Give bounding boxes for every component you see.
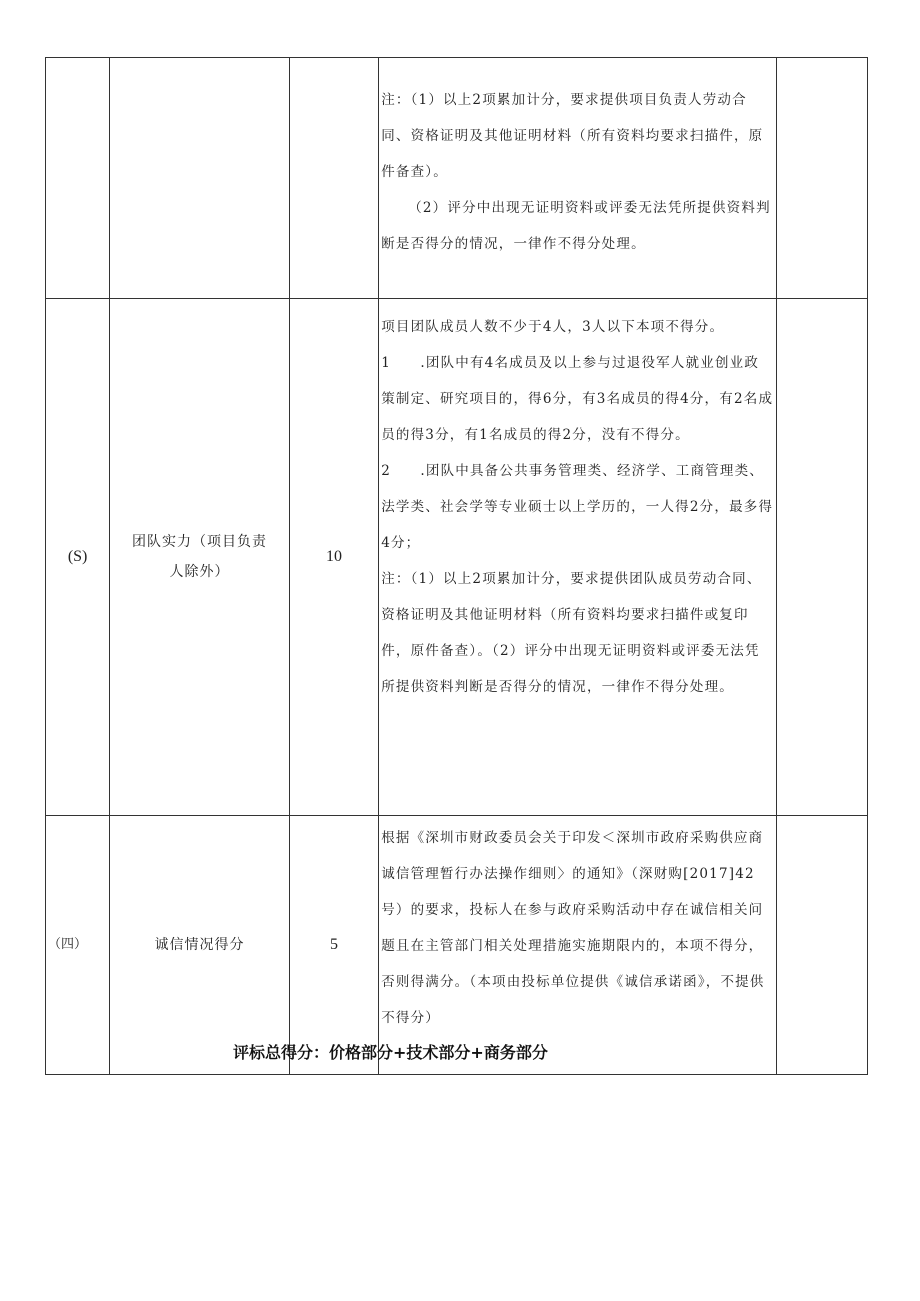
remark-cell: [776, 299, 867, 816]
detail-paragraph: 1 .团队中有4名成员及以上参与过退役军人就业创业政策制定、研究项目的，得6分，有3名成员的得4分，有2名成员的得3分，有1名成员的得2分，没有不得分。: [381, 355, 774, 443]
detail-paragraph: 根据《深圳市财政委员会关于印发＜深圳市政府采购供应商诚信管理暂行办法操作细则〉的通知》（深财购[2017]42号）的要求，投标人在参与政府采购活动中存在诚信相关问题且在主管部门相关处理措施实施期限内的，本项不得分，否则得满分。（本项由投标单位提供《诚信承诺函》，不提供不得分）: [381, 830, 765, 1026]
item-name: 团队实力（项目负责人除外）: [110, 299, 290, 816]
item-score: 5: [289, 816, 378, 1075]
remark-cell: [776, 816, 867, 1075]
detail-paragraph: 注：（1）以上2项累加计分，要求提供团队成员劳动合同、资格证明及其他证明材料（所有资料均要求扫描件或复印件，原件备查）。（2）评分中出现无证明资料或评委无法凭所提供资料判断是否得分的情况，一律作不得分处理。: [381, 571, 762, 695]
remark-cell: [776, 58, 867, 299]
row-number: (S): [46, 299, 110, 816]
table-row: [46, 299, 868, 816]
row-number: （四）: [46, 816, 110, 1075]
item-detail: [379, 299, 776, 816]
detail-paragraph: 2 .团队中具备公共事务管理类、经济学、工商管理类、法学类、社会学等专业硕士以上学历的，一人得2分，最多得4分；: [381, 463, 774, 551]
table-row: [46, 816, 868, 1075]
item-score: 10: [289, 299, 378, 816]
table-row: [46, 58, 868, 299]
scoring-table: [45, 57, 868, 1075]
item-name: [110, 58, 290, 299]
detail-paragraph: （2）评分中出现无证明资料或评委无法凭所提供资料判断是否得分的情况，一律作不得分处理。: [381, 200, 771, 252]
item-detail: [379, 816, 776, 1075]
detail-paragraph: 注：（1）以上2项累加计分，要求提供项目负责人劳动合同、资格证明及其他证明材料（所有资料均要求扫描件，原件备查）。: [381, 92, 764, 180]
item-name: 诚信情况得分: [110, 816, 290, 1075]
item-score: [289, 58, 378, 299]
row-number: [46, 58, 110, 299]
item-detail: [379, 58, 776, 299]
total-score-formula: 评标总得分：价格部分+技术部分+商务部分: [233, 1043, 548, 1062]
detail-paragraph: 项目团队成员人数不少于4人，3人以下本项不得分。: [381, 319, 725, 335]
